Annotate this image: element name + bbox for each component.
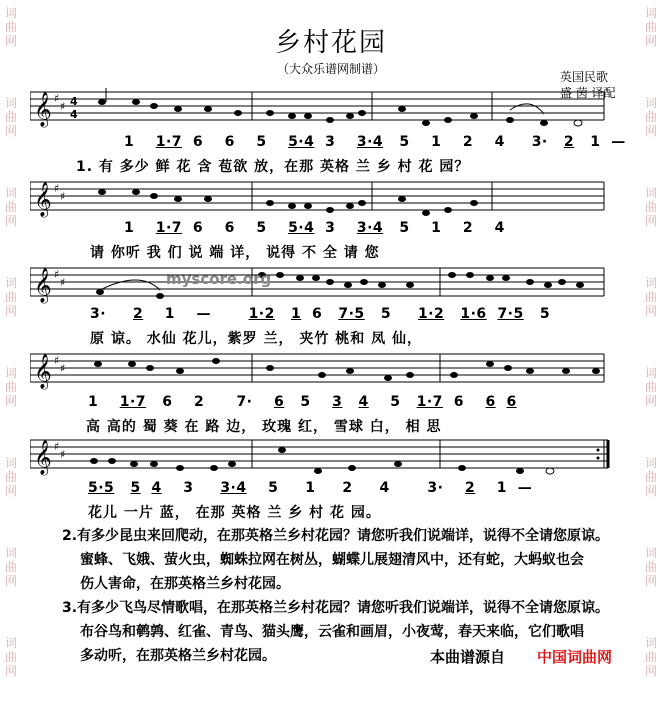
watermark-char: 曲 [644, 200, 657, 214]
jianpu-row-3: 3· 2 1 — 1·2 1 6 7·5 5 1·2 1·6 7·5 5 [90, 306, 551, 322]
staff-line-4 [30, 346, 610, 392]
watermark-char: 网 [644, 394, 657, 408]
lyrics-row-4: 高 高的 蜀 葵 在 路 边， 玫瑰 红， 雪球 白， 相 思 [86, 419, 442, 435]
svg-text:4: 4 [70, 108, 78, 121]
svg-text:♯: ♯ [54, 182, 60, 195]
svg-text:♯: ♯ [54, 92, 60, 105]
watermark-char: 网 [4, 124, 17, 138]
svg-text:𝄞: 𝄞 [34, 92, 52, 127]
svg-text:♯: ♯ [60, 362, 66, 375]
source-site-link[interactable]: 中国词曲网 [537, 648, 613, 666]
verse-2-line-3: 伤人害命，在那英格兰乡村花园。 [80, 576, 290, 592]
lyrics-row-2: 请 你听 我 们 说 端 详， 说得 不 全 请 您 [90, 245, 380, 261]
lyrics-row-3: 原 谅。 水仙 花儿，紫罗 兰， 夹竹 桃和 凤 仙， [90, 331, 422, 347]
watermark-char: 网 [644, 574, 657, 588]
svg-text:♯: ♯ [54, 440, 60, 453]
watermark-char: 曲 [4, 20, 17, 34]
score-watermark: myscore.org [166, 270, 272, 288]
watermark-char: 词 [644, 546, 657, 560]
side-watermark-right [642, 6, 660, 726]
watermark-char: 词 [4, 186, 17, 200]
song-translator: 盛 茵 译配 [560, 86, 616, 100]
watermark-char: 曲 [644, 470, 657, 484]
watermark-char: 曲 [644, 110, 657, 124]
lyrics-row-1: 1. 有 多少 鲜 花 含 苞欲 放，在那 英格 兰 乡 村 花 园？ [76, 159, 470, 175]
watermark-char: 词 [644, 96, 657, 110]
staff-line-1 [30, 88, 610, 134]
song-origin: 英国民歌 [560, 70, 609, 84]
svg-text:𝄞: 𝄞 [34, 354, 52, 389]
svg-text:♯: ♯ [54, 268, 60, 281]
song-subtitle: （大众乐谱网制谱） [276, 62, 385, 76]
watermark-char: 网 [4, 214, 17, 228]
watermark-char: 曲 [4, 470, 17, 484]
watermark-char: 曲 [644, 20, 657, 34]
watermark-char: 词 [4, 636, 17, 650]
watermark-char: 网 [644, 214, 657, 228]
watermark-char: 曲 [4, 650, 17, 664]
watermark-char: 网 [4, 304, 17, 318]
watermark-char: 曲 [4, 380, 17, 394]
jianpu-row-2: 1 1·7 6 6 5 5·4 3 3·4 5 1 2 4 [124, 220, 505, 236]
watermark-char: 词 [4, 276, 17, 290]
watermark-char: 词 [644, 366, 657, 380]
staff-line-5 [30, 432, 610, 478]
watermark-char: 网 [644, 304, 657, 318]
staff-line-2 [30, 174, 610, 220]
watermark-char: 曲 [644, 290, 657, 304]
svg-text:♯: ♯ [54, 354, 60, 367]
verse-2-line-1: 2.有多少昆虫来回爬动，在那英格兰乡村花园？请您听我们说端详，说得不全请您原谅。 [62, 528, 610, 544]
watermark-char: 词 [4, 546, 17, 560]
verse-3-line-2: 布谷鸟和鹌鹑、红雀、青鸟、猫头鹰，云雀和画眉，小夜莺，春天来临，它们歌唱 [80, 624, 584, 640]
side-watermark-left [2, 6, 20, 726]
jianpu-row-4: 1 1·7 6 2 7· 6 5 3 4 5 1·7 6 6 6 [88, 394, 517, 410]
watermark-char: 词 [644, 276, 657, 290]
watermark-char: 网 [4, 484, 17, 498]
watermark-char: 网 [4, 574, 17, 588]
watermark-char: 网 [4, 34, 17, 48]
watermark-char: 网 [4, 664, 17, 678]
watermark-char: 曲 [4, 290, 17, 304]
source-label: 本曲谱源自 [430, 648, 506, 666]
svg-text:♯: ♯ [60, 276, 66, 289]
lyrics-row-5: 花儿 一片 蓝， 在那 英格 兰 乡 村 花 园。 [88, 505, 381, 521]
svg-text:♯: ♯ [60, 448, 66, 461]
svg-text:♯: ♯ [60, 100, 66, 113]
watermark-char: 词 [4, 6, 17, 20]
staff-line-3 [30, 260, 610, 306]
watermark-char: 网 [4, 394, 17, 408]
watermark-char: 词 [644, 186, 657, 200]
watermark-char: 词 [644, 6, 657, 20]
watermark-char: 网 [644, 484, 657, 498]
watermark-char: 曲 [644, 380, 657, 394]
watermark-char: 词 [4, 96, 17, 110]
watermark-char: 词 [4, 366, 17, 380]
watermark-char: 网 [644, 34, 657, 48]
verse-3-line-1: 3.有多少飞鸟尽情歌唱，在那英格兰乡村花园？请您听我们说端详，说得不全请您原谅。 [62, 600, 610, 616]
svg-text:♯: ♯ [60, 190, 66, 203]
song-title: 乡村花园 [274, 28, 387, 58]
jianpu-row-5: 5·5 5 4 3 3·4 5 1 2 4 3· 2 1 — [88, 480, 533, 496]
watermark-char: 曲 [4, 200, 17, 214]
watermark-char: 曲 [644, 650, 657, 664]
watermark-char: 词 [644, 456, 657, 470]
verse-2-line-2: 蜜蜂、飞娥、萤火虫，蜘蛛拉网在树丛，蝴蝶儿展翅清风中，还有蛇，大蚂蚁也会 [80, 552, 584, 568]
verse-3-line-3: 多动听，在那英格兰乡村花园。 [80, 648, 276, 664]
watermark-char: 曲 [4, 110, 17, 124]
watermark-char: 曲 [4, 560, 17, 574]
svg-text:𝄞: 𝄞 [34, 440, 52, 475]
watermark-char: 网 [644, 664, 657, 678]
watermark-char: 词 [4, 456, 17, 470]
svg-text:𝄞: 𝄞 [34, 268, 52, 303]
watermark-char: 词 [644, 636, 657, 650]
watermark-char: 网 [644, 124, 657, 138]
watermark-char: 曲 [644, 560, 657, 574]
svg-text:𝄞: 𝄞 [34, 182, 52, 217]
svg-text:4: 4 [70, 95, 78, 108]
jianpu-row-1: 1 1·7 6 6 5 5·4 3 3·4 5 1 2 4 3· 2 1 — [124, 134, 626, 150]
